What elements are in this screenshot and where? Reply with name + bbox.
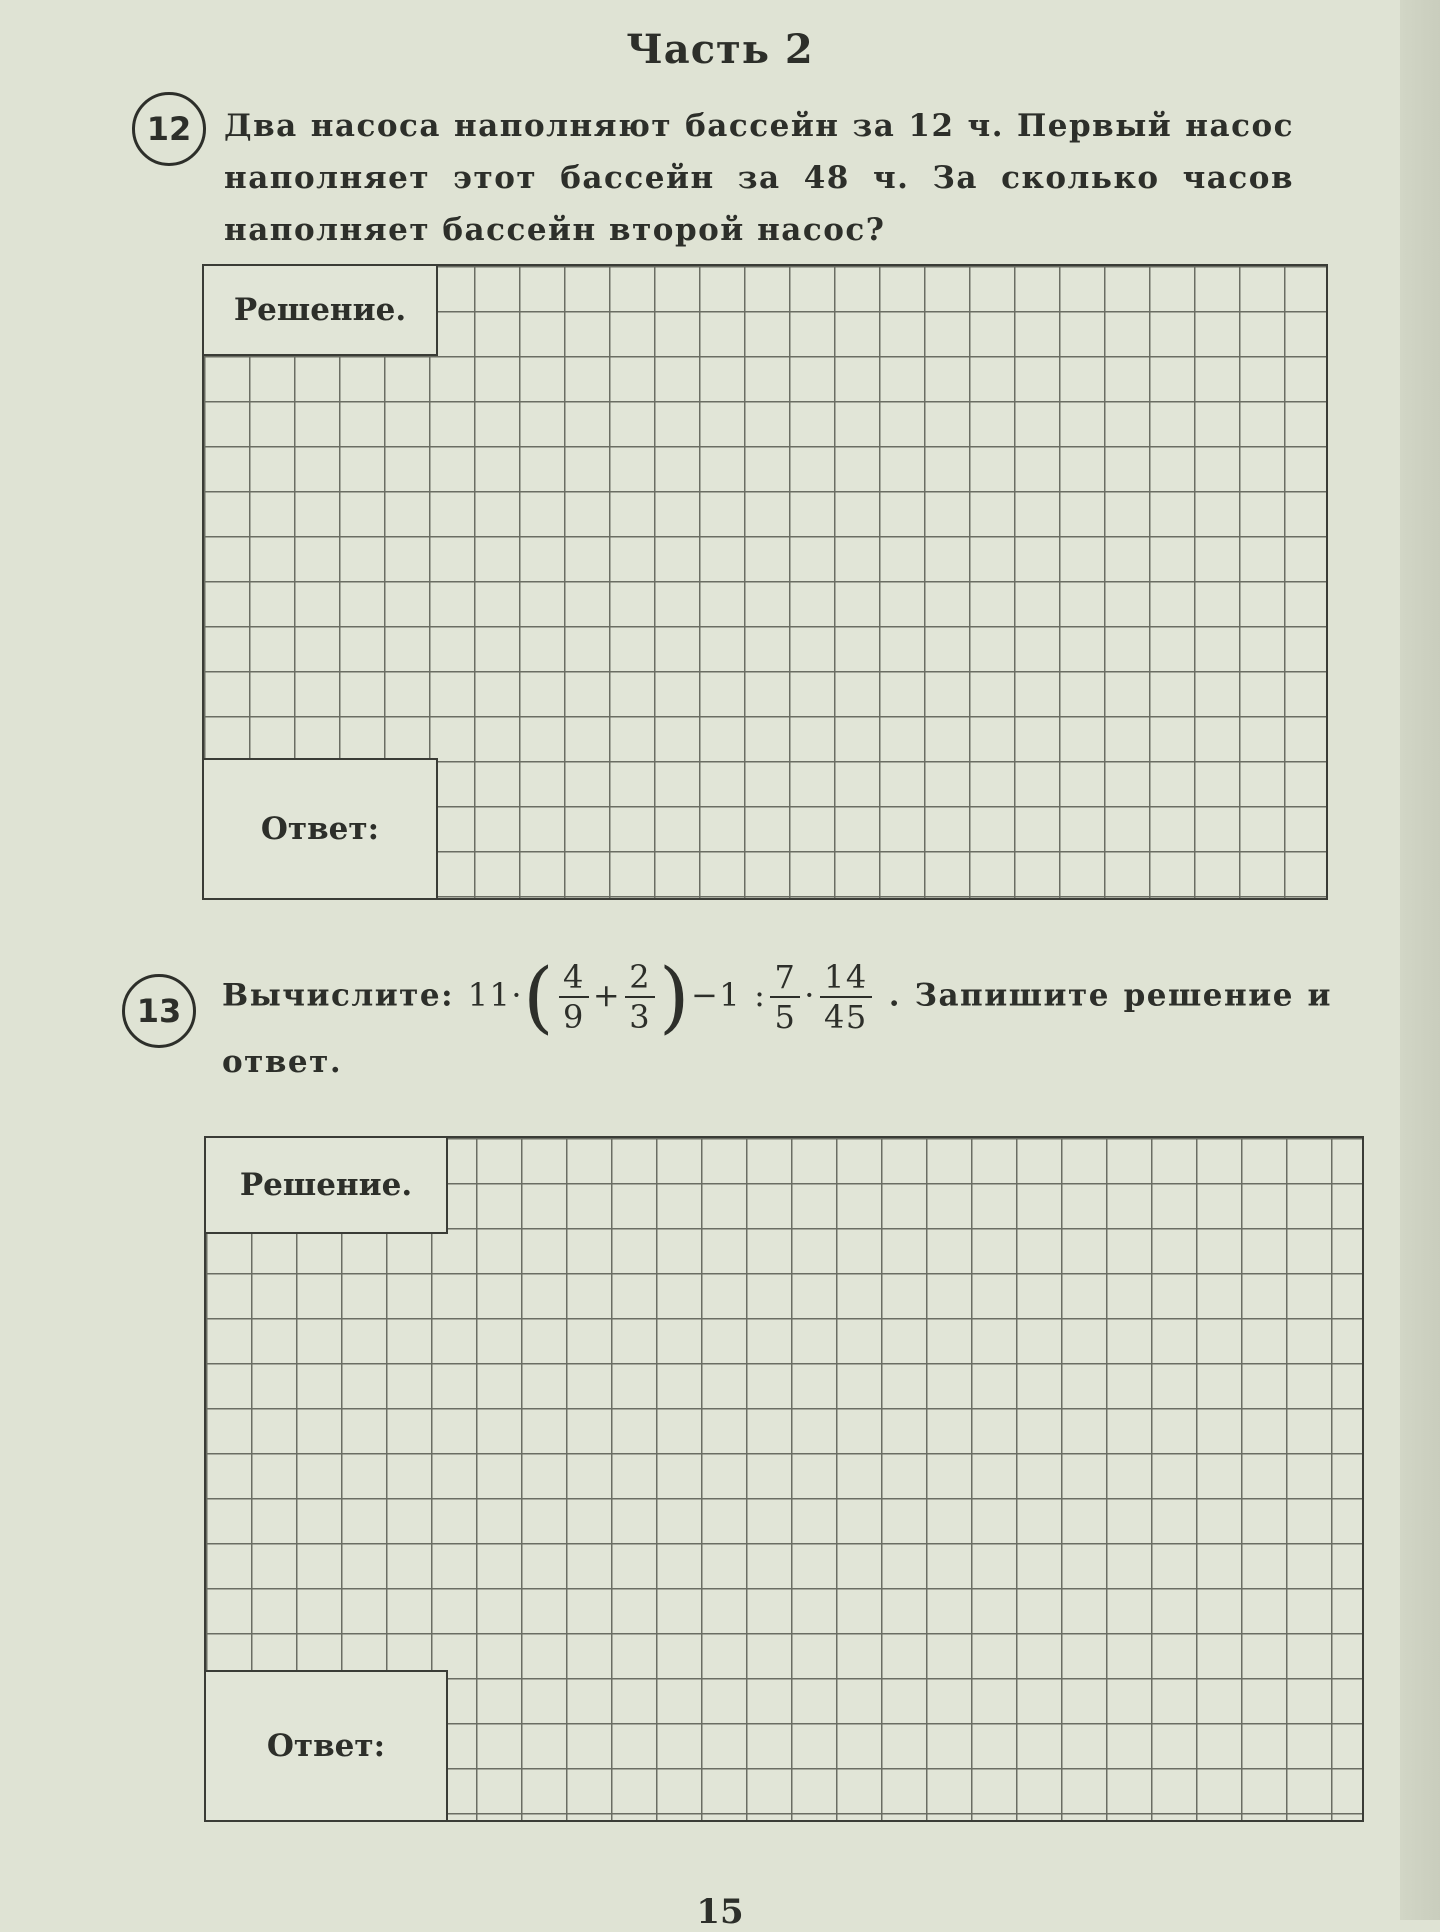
task-13-intro: Вычислите: (222, 977, 455, 1014)
part-title: Часть 2 (626, 26, 814, 73)
fraction-4-9 (559, 958, 589, 1036)
fraction-7-5 (770, 958, 800, 1036)
fraction-14-45 (820, 958, 872, 1036)
task-13-formula: 11·( $\frac{4}{9}$ + $\frac{2}{3}$ )−1 : $\frac{7}{5}$ · $\frac{14}{45}$ (468, 976, 889, 1014)
next-page-edge (1400, 0, 1440, 1920)
task-13-tail: . Запишите решение и ответ. (222, 977, 1333, 1080)
task-12-answer-label: Ответ: (204, 758, 438, 898)
frac1-denominator: 9 (563, 998, 585, 1036)
frac4-denominator: 45 (823, 998, 868, 1036)
task-13-answer-label: Ответ: (206, 1670, 448, 1820)
frac2-numerator: 2 (625, 958, 655, 998)
frac3-numerator: 7 (770, 958, 800, 998)
task-13-solution-grid[interactable] (204, 1136, 1364, 1822)
multiply-dot: · (804, 975, 816, 1014)
fraction-2-3 (625, 958, 655, 1036)
task-13-text (222, 952, 1333, 1088)
page-number: 15 (696, 1892, 744, 1932)
task-13-number: 13 (122, 974, 196, 1048)
task-13-solution-label: Решение. (206, 1138, 448, 1234)
frac1-numerator: 4 (559, 958, 589, 998)
task-12-text: Два насоса наполняют бассейн за 12 ч. Первый насос наполняет этот бассейн за 48 ч. За сколько часов наполняет бассейн второй насос? (224, 108, 1294, 248)
task-12-number: 12 (132, 92, 206, 166)
plus-sign: + (592, 975, 622, 1014)
frac4-numerator: 14 (820, 958, 872, 998)
frac3-denominator: 5 (774, 998, 797, 1036)
task-12-solution-label: Решение. (204, 266, 438, 356)
left-paren: ( (523, 952, 556, 1042)
frac2-denominator: 3 (629, 998, 652, 1036)
task-12-solution-grid[interactable] (202, 264, 1328, 900)
right-paren: ) (659, 952, 691, 1042)
minus-one-divide: −1 : (690, 975, 767, 1014)
formula-coef: 11 (467, 975, 512, 1014)
